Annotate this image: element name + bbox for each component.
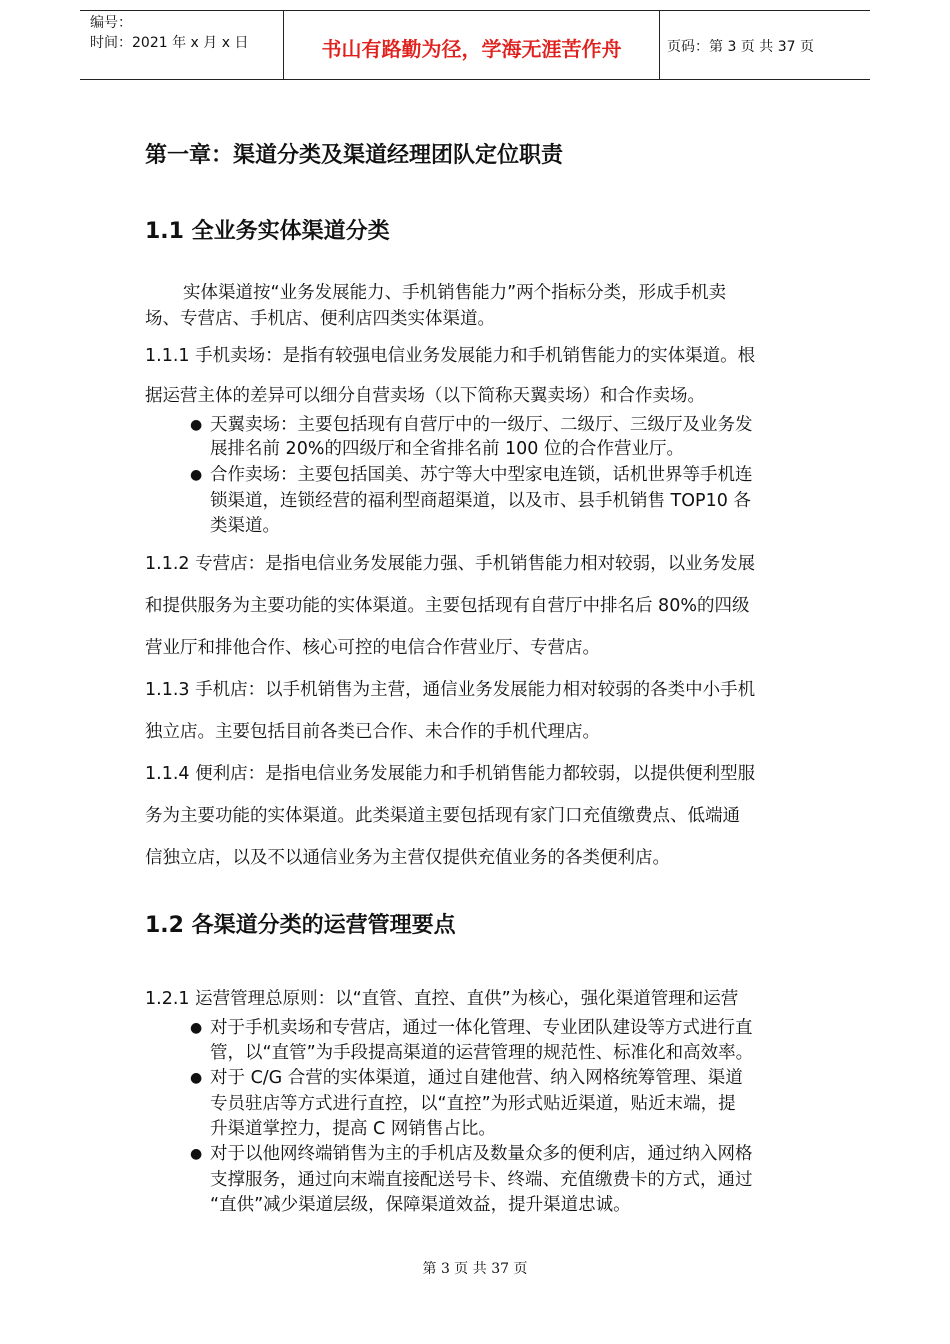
page-info: 页码：第 3 页 共 37 页 xyxy=(667,39,814,55)
bullet-text: 支撑服务，通过向末端直接配送号卡、终端、充值缴费卡的方式，通过 xyxy=(210,1170,753,1190)
bullet-dot-icon: ● xyxy=(190,467,203,483)
section-title-1-1: 1.1 全业务实体渠道分类 xyxy=(145,219,390,244)
bullet-dot-icon: ● xyxy=(190,417,203,433)
para-1-1-3-line-2: 独立店。主要包括目前各类已合作、未合作的手机代理店。 xyxy=(145,722,600,742)
bullet-text: 锁渠道，连锁经营的福利型商超渠道，以及市、县手机销售 TOP10 各 xyxy=(210,491,751,511)
bullet-dot-icon: ● xyxy=(190,1070,203,1086)
para-1-1-4-line-1: 1.1.4 便利店：是指电信业务发展能力和手机销售能力都较弱，以提供便利型服 xyxy=(145,764,756,784)
bullet-dot-icon: ● xyxy=(190,1146,203,1162)
bullet-text: 对于 C/G 合营的实体渠道，通过自建他营、纳入网格统筹管理、渠道 xyxy=(210,1068,743,1088)
intro-line-1: 实体渠道按“业务发展能力、手机销售能力”两个指标分类，形成手机卖 xyxy=(183,283,727,303)
number-label: 编号： xyxy=(90,15,132,31)
bullet-text: 对于手机卖场和专营店，通过一体化管理、专业团队建设等方式进行直 xyxy=(210,1018,753,1038)
para-1-1-2-line-1: 1.1.2 专营店：是指电信业务发展能力强、手机销售能力相对较弱，以业务发展 xyxy=(145,554,756,574)
bullet-text: 合作卖场：主要包括国美、苏宁等大中型家电连锁，话机世界等手机连 xyxy=(210,465,753,485)
para-1-1-1-line-1: 1.1.1 手机卖场：是指有较强电信业务发展能力和手机销售能力的实体渠道。根 xyxy=(145,346,756,366)
time-label: 时间：2021 年 x 月 x 日 xyxy=(90,35,249,51)
page-footer: 第 3 页 共 37 页 xyxy=(422,1261,528,1277)
section-title-1-2: 1.2 各渠道分类的运营管理要点 xyxy=(145,913,456,938)
para-1-1-1-line-2: 据运营主体的差异可以细分自营卖场（以下简称天翼卖场）和合作卖场。 xyxy=(145,386,705,406)
bullet-text: 天翼卖场：主要包括现有自营厅中的一级厅、二级厅、三级厅及业务发 xyxy=(210,415,753,435)
bullet-text: 对于以他网终端销售为主的手机店及数量众多的便利店，通过纳入网格 xyxy=(210,1144,753,1164)
para-1-2-1: 1.2.1 运营管理总原则：以“直管、直控、直供”为核心，强化渠道管理和运营 xyxy=(145,989,739,1009)
bullet-text: 类渠道。 xyxy=(210,516,280,536)
para-1-1-3-line-1: 1.1.3 手机店：以手机销售为主营，通信业务发展能力相对较弱的各类中小手机 xyxy=(145,680,756,700)
intro-line-2: 场、专营店、手机店、便利店四类实体渠道。 xyxy=(145,309,495,329)
chapter-title: 第一章：渠道分类及渠道经理团队定位职责 xyxy=(145,143,564,168)
header-motto-cell xyxy=(283,11,660,79)
para-1-1-4-line-3: 信独立店，以及不以通信业务为主营仅提供充值业务的各类便利店。 xyxy=(145,848,670,868)
para-1-1-2-line-3: 营业厅和排他合作、核心可控的电信合作营业厅、专营店。 xyxy=(145,638,600,658)
bullet-text: 管，以“直管”为手段提高渠道的运营管理的规范性、标准化和高效率。 xyxy=(210,1043,754,1063)
header-page-cell xyxy=(659,11,870,79)
para-1-1-4-line-2: 务为主要功能的实体渠道。此类渠道主要包括现有家门口充值缴费点、低端通 xyxy=(145,806,740,826)
bullet-text: 专员驻店等方式进行直控，以“直控”为形式贴近渠道，贴近末端，提 xyxy=(210,1094,736,1114)
header-meta-cell xyxy=(80,11,283,79)
bullet-text: 展排名前 20%的四级厅和全省排名前 100 位的合作营业厅。 xyxy=(210,439,684,459)
bullet-text: 升渠道掌控力，提高 C 网销售占比。 xyxy=(210,1119,496,1139)
bullet-dot-icon: ● xyxy=(190,1020,203,1036)
document-header xyxy=(80,10,870,80)
motto: 书山有路勤为径，学海无涯苦作舟 xyxy=(321,37,622,61)
para-1-1-2-line-2: 和提供服务为主要功能的实体渠道。主要包括现有自营厅中排名后 80%的四级 xyxy=(145,596,750,616)
bullet-text: “直供”减少渠道层级，保障渠道效益，提升渠道忠诚。 xyxy=(210,1195,631,1215)
